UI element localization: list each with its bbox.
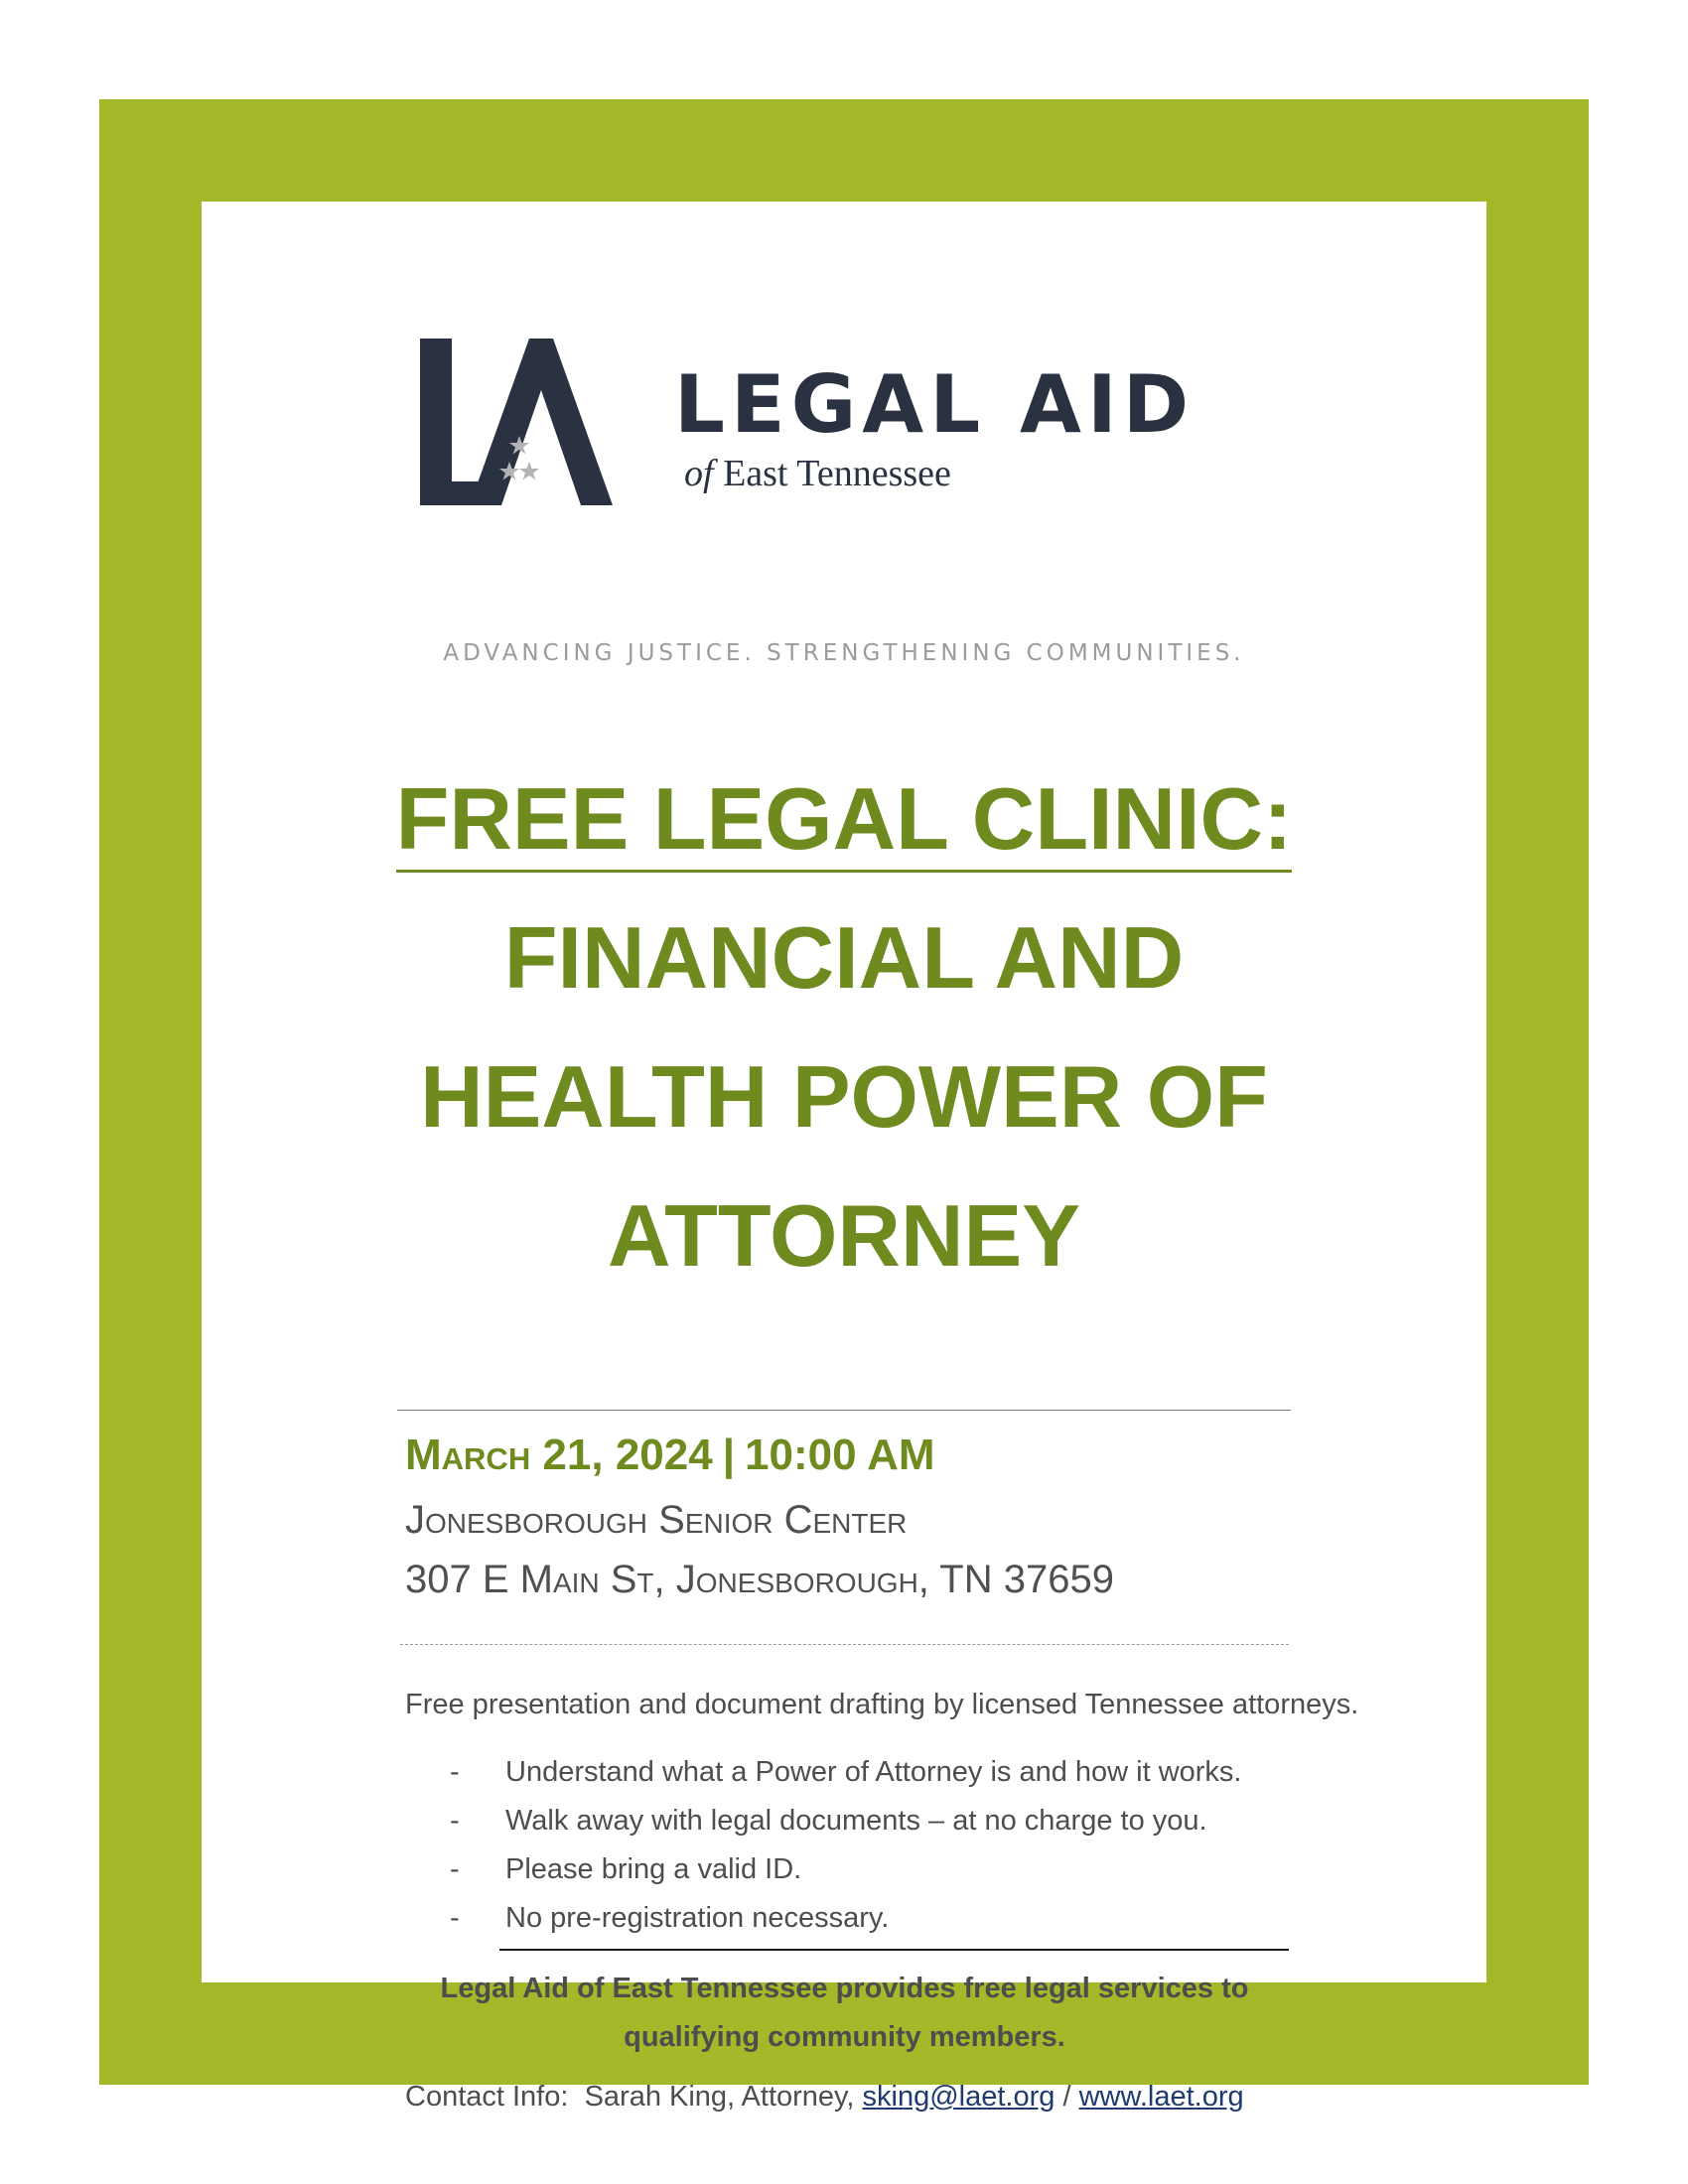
event-date-time (405, 1431, 935, 1480)
title-line-4: ATTORNEY (608, 1186, 1080, 1285)
logo-subtitle: of East Tennessee (684, 453, 951, 494)
event-address: 307 E Main St, Jonesborough, TN 37659 (405, 1558, 1114, 1601)
divider-line (397, 1410, 1291, 1411)
la-monogram-icon (418, 339, 666, 577)
list-item: - Understand what a Power of Attorney is and how it works. (450, 1756, 1242, 1788)
event-date: March 21, 2024 (405, 1431, 713, 1479)
event-venue: Jonesborough Senior Center (405, 1498, 908, 1542)
legal-aid-logo (418, 339, 1272, 577)
title-line-2: FINANCIAL AND (503, 908, 1185, 1007)
logo-wordmark: LEGAL AID (674, 358, 1196, 451)
email-link[interactable]: sking@laet.org (862, 2081, 1055, 2113)
intro-text: Free presentation and document drafting by licensed Tennessee attorneys. (405, 1689, 1359, 1720)
dotted-divider (400, 1644, 1289, 1645)
organization-statement: Legal Aid of East Tennessee provides free legal services to qualifying community members. (440, 1973, 1249, 2053)
title-line-1: FREE LEGAL CLINIC: (396, 769, 1293, 873)
list-item: - No pre-registration necessary. (450, 1902, 890, 1934)
detail-list (450, 1748, 1241, 1943)
title-line-3: HEALTH POWER OF (420, 1047, 1268, 1146)
event-time: 10:00 AM (745, 1431, 935, 1479)
logo-tagline: ADVANCING JUSTICE. STRENGTHENING COMMUNITIES. (443, 640, 1245, 666)
contact-person: Sarah King, Attorney, (584, 2081, 855, 2113)
page-border-frame (99, 99, 1589, 2113)
contact-info (405, 2081, 1244, 2114)
contact-separator: / (1062, 2081, 1071, 2113)
flyer-content (202, 202, 1486, 2113)
flyer-title (202, 750, 1486, 1305)
website-link[interactable]: www.laet.org (1078, 2081, 1244, 2113)
list-item: - Walk away with legal documents – at no charge to you. (450, 1805, 1207, 1837)
date-time-separator: | (722, 1431, 736, 1479)
contact-label: Contact Info: (405, 2081, 569, 2113)
list-item: - Please bring a valid ID. (450, 1853, 802, 1885)
statement-divider (499, 1949, 1289, 1951)
